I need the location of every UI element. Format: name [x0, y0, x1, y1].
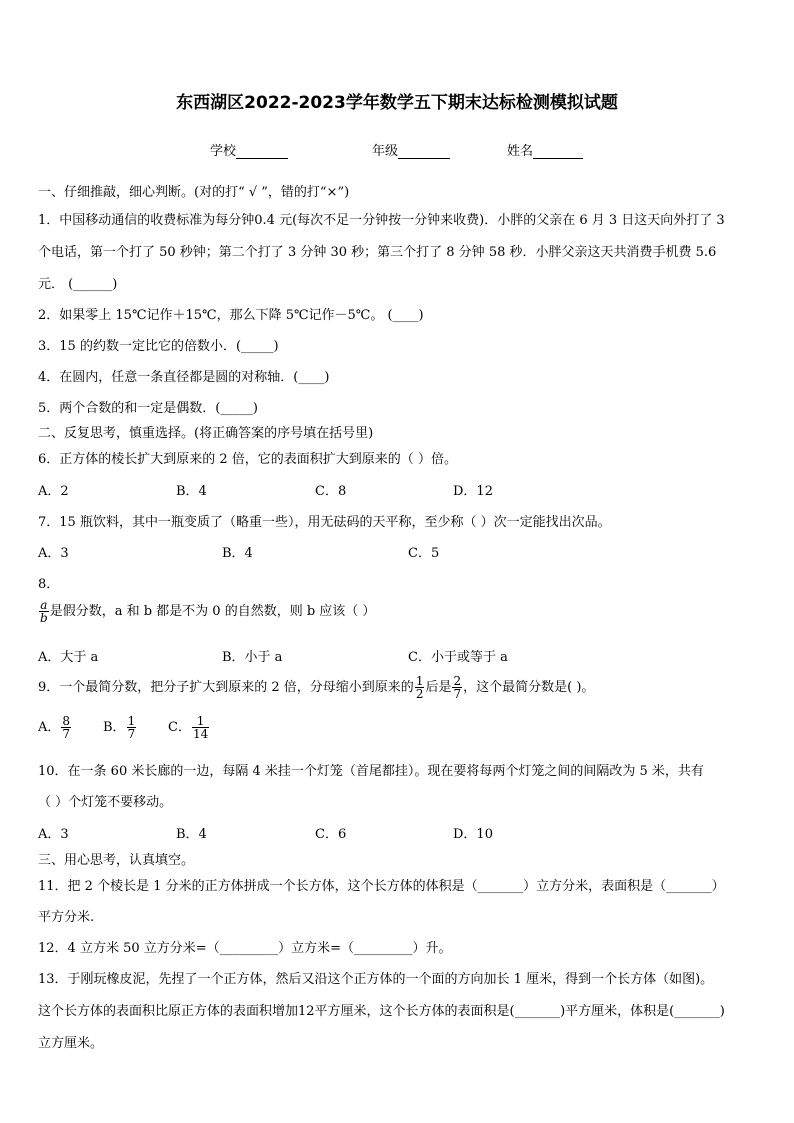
name-field: [507, 140, 583, 159]
q10-line-1: 10．在一条 60 米长廊的一边，每隔 4 米挂一个灯笼（首尾都挂）。现在要将每两个灯笼之间的间隔改为 5 米，共有: [38, 764, 704, 779]
q5: 5．两个合数的和一定是偶数．(_____): [38, 401, 258, 416]
q7-option-b: B．4: [222, 546, 253, 561]
q9-option-c: [168, 715, 210, 740]
q1-line-1: 1．中国移动通信的收费标准为每分钟0.4 元(每次不足一分钟按一分钟来收费)．小胖的父亲在 6 月 3 日这天向外打了 3: [38, 213, 725, 228]
q2: 2．如果零上 15℃记作＋15℃，那么下降 5℃记作－5℃。 (____): [38, 308, 424, 323]
q10-option-b: B．4: [176, 827, 207, 842]
q8-option-b: B．小于 a: [222, 650, 283, 665]
q10-option-d: D．10: [453, 827, 493, 842]
grade-field: [372, 140, 450, 159]
q11-line-1: 11．把 2 个棱长是 1 分米的正方体拼成一个长方体，这个长方体的体积是（_______）立方分米，表面积是（_______）: [38, 879, 725, 894]
q13-line-3: 立方厘米。: [38, 1036, 104, 1051]
q8-fraction: [39, 599, 49, 624]
q1-line-2: 个电话，第一个打了 50 秒钟；第二个打了 3 分钟 30 秒；第三个打了 8 分钟 58 秒．小胖父亲这天共消费手机费 5.6: [38, 245, 717, 260]
q6-option-a: A．2: [38, 484, 69, 499]
q8-stem: [38, 599, 375, 624]
q1-line-3: 元． (______): [38, 277, 118, 292]
name-label: 姓名: [507, 144, 534, 159]
q11-line-2: 平方分米.: [38, 910, 95, 925]
q8-option-c: C．小于或等于 a: [408, 650, 508, 665]
school-blank: [236, 144, 288, 159]
section-1-heading: 一、仔细推敲，细心判断。(对的打“ √ ”，错的打“×”): [38, 185, 350, 200]
page-title: 东西湖区2022-2023学年数学五下期末达标检测模拟试题: [176, 93, 618, 113]
name-blank: [533, 144, 583, 159]
q9-stem-part-2: 后是: [425, 680, 452, 695]
school-field: [210, 140, 288, 159]
grade-blank: [398, 144, 450, 159]
q9-option-b-denominator: 7: [127, 727, 136, 741]
q8-fraction-numerator: a: [40, 598, 48, 612]
q12: 12．4 立方米 50 立方分米=（_________）立方米=（_________）升。: [38, 941, 452, 956]
q7-option-c: C．5: [408, 546, 440, 561]
q6-option-d: D．12: [453, 484, 493, 499]
q3: 3．15 的约数一定比它的倍数小．(_____): [38, 339, 279, 354]
q9-option-a-fraction: [61, 715, 71, 740]
q9-stem: [38, 675, 594, 700]
q6-option-c: C．8: [315, 484, 347, 499]
q10-option-c: C．6: [315, 827, 347, 842]
q6-stem: 6．正方体的棱长扩大到原来的 2 倍，它的表面积扩大到原来的（ ）倍。: [38, 452, 457, 467]
q9-option-a-label: A．: [38, 720, 61, 735]
grade-label: 年级: [372, 144, 399, 159]
q7-stem: 7．15 瓶饮料，其中一瓶变质了（略重一些），用无砝码的天平称，至少称（ ）次一定能找出次品。: [38, 515, 611, 530]
school-label: 学校: [210, 144, 237, 159]
q9-fraction-2-numerator: 2: [453, 674, 462, 688]
section-3-heading: 三、用心思考，认真填空。: [38, 853, 195, 868]
q9-option-c-denominator: 14: [192, 727, 209, 741]
q8-stem-text: 是假分数，a 和 b 都是不为 0 的自然数，则 b 应该（ ）: [49, 604, 376, 619]
q9-fraction-2-denominator: 7: [453, 687, 462, 701]
q9-option-b: [103, 715, 137, 740]
q9-option-b-numerator: 1: [127, 714, 136, 728]
q13-line-2: 这个长方体的表面积比原正方体的表面积增加12平方厘米，这个长方体的表面积是(_______)平方厘米，体积是(_______): [38, 1004, 725, 1019]
q8-fraction-denominator: b: [40, 611, 48, 625]
q9-option-a-numerator: 8: [62, 714, 71, 728]
q9-option-c-label: C．: [168, 720, 191, 735]
q9-option-a-denominator: 7: [62, 727, 71, 741]
q9-stem-part-1: 9．一个最简分数，把分子扩大到原来的 2 倍，分母缩小到原来的: [38, 680, 414, 695]
q9-fraction-1-denominator: 2: [415, 687, 424, 701]
q13-line-1: 13．于刚玩橡皮泥，先捏了一个正方体，然后又沿这个正方体的一个面的方向加长 1 厘米，得到一个长方体（如图)。: [38, 972, 714, 987]
q9-fraction-half: [415, 675, 425, 700]
q7-option-a: A．3: [38, 546, 69, 561]
q6-option-b: B．4: [176, 484, 207, 499]
q9-option-c-fraction: [192, 715, 209, 740]
q9-fraction-1-numerator: 1: [415, 674, 424, 688]
q4: 4．在圆内，任意一条直径都是圆的对称轴．(____): [38, 370, 330, 385]
q9-option-c-numerator: 1: [192, 715, 209, 728]
q9-option-b-label: B．: [103, 720, 126, 735]
q9-fraction-two-sevenths: [452, 675, 462, 700]
section-2-heading: 二、反复思考，慎重选择。(将正确答案的序号填在括号里): [38, 426, 374, 441]
q10-option-a: A．3: [38, 827, 69, 842]
q8-number: 8．: [38, 577, 60, 592]
q9-option-b-fraction: [127, 715, 137, 740]
q9-stem-part-3: ，这个最简分数是( )。: [463, 680, 595, 695]
q9-option-a: [38, 715, 72, 740]
q8-option-a: A．大于 a: [38, 650, 99, 665]
q10-line-2: （ ）个灯笼不要移动。: [38, 795, 173, 810]
